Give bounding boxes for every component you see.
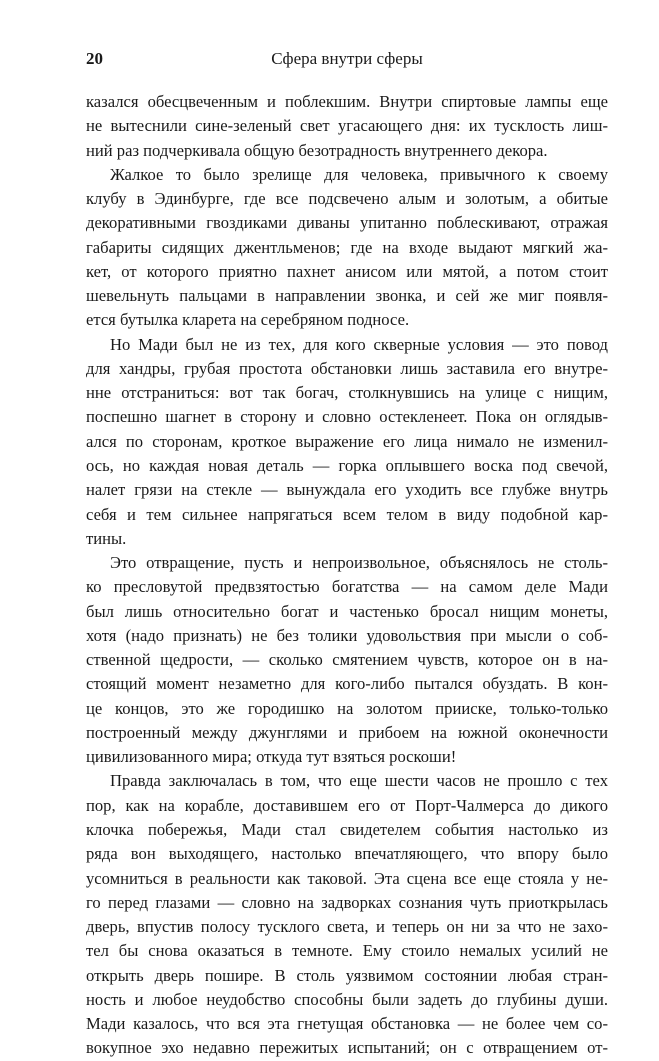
- text-line: клубу в Эдинбурге, где все подсвечено алым и золотым, а обитые: [86, 189, 608, 209]
- text-line: Жалкое то было зрелище для человека, привычного к своему: [110, 164, 608, 184]
- text-line: ко пресловутой предвзятостью богатства — на самом деле Мади: [86, 577, 608, 597]
- text-line: поспешно шагнет в сторону и словно остекленеет. Пока он оглядыв-: [86, 407, 608, 427]
- text-line: тины.: [86, 528, 127, 548]
- text-line: клочка побережья, Мади стал свидетелем события настолько из: [86, 819, 608, 839]
- text-line: был лишь относительно богат и частенько бросал нищим монеты,: [86, 601, 608, 621]
- text-line: дверь, впустив полосу тусклого света, и теперь он ни за что не захо-: [86, 917, 608, 937]
- text-line: Но Мади был не из тех, для кого скверные условия — это повод: [110, 334, 608, 354]
- text-line: усомниться в реальности как таковой. Эта сцена все еще стояла у не-: [86, 868, 608, 888]
- text-line: тел бы снова оказаться в темноте. Ему стоило немалых усилий не: [86, 941, 608, 961]
- text-line: вокупное эхо недавно пережитых испытаний; он с отвращением от-: [86, 1038, 608, 1058]
- page-header: [86, 46, 608, 72]
- text-line: ется бутылка кларета на серебряном подносе.: [86, 310, 410, 330]
- text-line: Мади казалось, что вся эта гнетущая обстановка — не более чем со-: [86, 1014, 608, 1034]
- text-line: ось, но каждая новая деталь — горка оплывшего воска под свечой,: [86, 455, 608, 475]
- text-line: ний раз подчеркивала общую безотрадность внутреннего декора.: [86, 140, 548, 160]
- text-line: открыть дверь пошире. В столь уязвимом состоянии любая стран-: [86, 965, 608, 985]
- body-text: [86, 90, 608, 1061]
- text-line: декоративными гвоздиками диваны упитанно поблескивают, отражая: [86, 213, 608, 233]
- text-line: казался обесцвеченным и поблекшим. Внутри спиртовые лампы еще: [86, 92, 608, 111]
- text-line: ался по сторонам, кроткое выражение его лица нимало не изменил-: [86, 431, 608, 451]
- text-line: не вытеснили сине-зеленый свет угасающего дня: их тусклость лиш-: [86, 116, 608, 136]
- page-number: 20: [86, 49, 103, 68]
- text-line: кет, от которого приятно пахнет анисом или мятой, а потом стоит: [86, 261, 608, 281]
- text-line: Правда заключалась в том, что еще шести часов не прошло с тех: [110, 771, 608, 791]
- text-line: шевельнуть пальцами в направлении звонка, и сей же миг появля-: [86, 286, 608, 306]
- text-line: для хандры, грубая простота обстановки лишь заставила его внутре-: [86, 358, 608, 378]
- text-line: построенный между джунглями и прибоем на южной оконечности: [86, 722, 608, 742]
- running-title: Сфера внутри сферы: [271, 49, 423, 68]
- text-line: пор, как на корабле, доставившем его от Порт-Чалмерса до дикого: [86, 795, 608, 815]
- text-line: стоящий момент незаметно для кого-либо пытался обуздать. В кон-: [86, 674, 608, 694]
- text-line: нне отстраниться: вот так богач, столкнувшись на улице с нищим,: [86, 383, 608, 403]
- text-line: налет грязи на стекле — вынуждала его уходить все глубже внутрь: [86, 480, 608, 500]
- text-line: цивилизованного мира; откуда тут взяться роскоши!: [86, 747, 457, 767]
- text-line: себя и тем сильнее напрягаться всем телом в виду подобной кар-: [86, 504, 608, 524]
- text-line: хотя (надо признать) не без толики удовольствия при мысли о соб-: [86, 625, 608, 645]
- text-line: Это отвращение, пусть и непроизвольное, объяснялось не столь-: [110, 553, 608, 573]
- text-line: ряда вон выходящего, настолько впечатляющего, что впору было: [86, 844, 608, 864]
- text-line: ность и любое неудобство способны были задеть до глубины души.: [86, 989, 608, 1009]
- text-line: ственной щедрости, — сколько смятением чувств, которое он в на-: [86, 650, 608, 670]
- text-line: це концов, это же городишко на золотом прииске, только-только: [86, 698, 608, 718]
- text-line: габариты сидящих джентльменов; где на входе выдают мягкий жа-: [86, 237, 608, 257]
- text-line: го перед глазами — словно на задворках сознания чуть приоткрылась: [86, 892, 608, 912]
